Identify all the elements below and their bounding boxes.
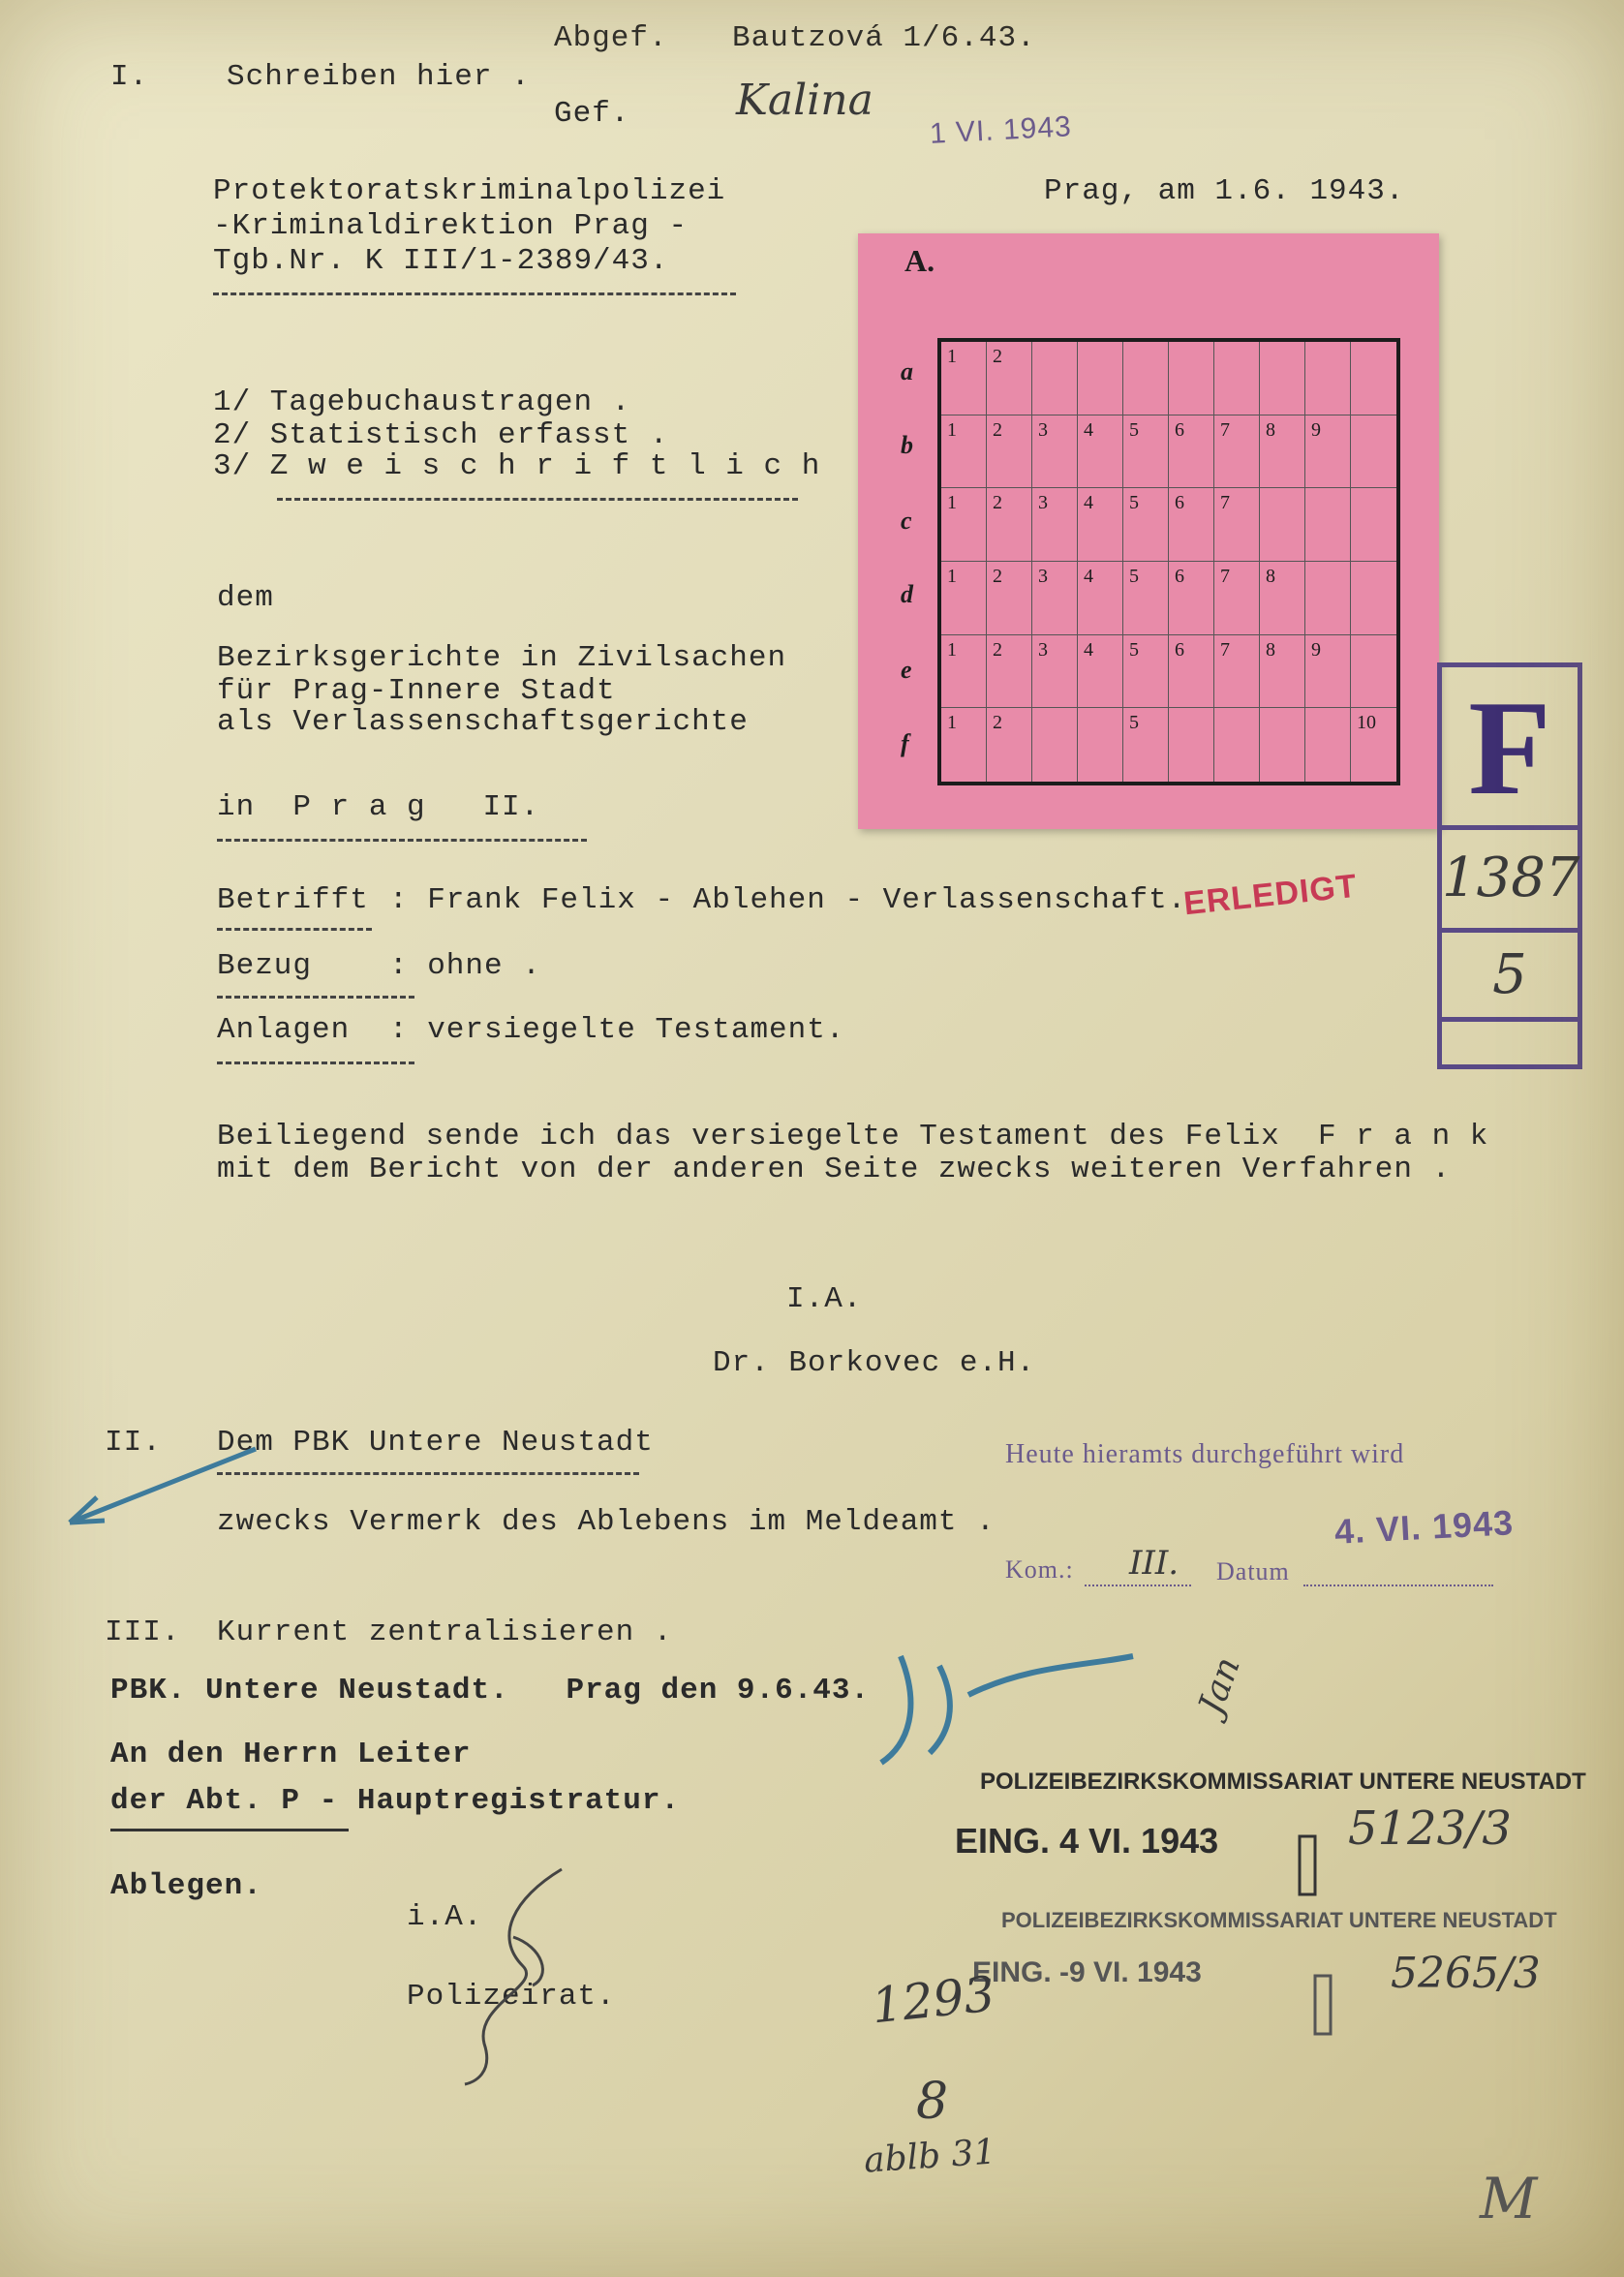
form-cell-number: 2: [993, 418, 1002, 441]
form-cell: [941, 562, 987, 635]
divider: [277, 498, 798, 501]
reference-number: Tgb.Nr. K III/1-2389/43.: [213, 244, 669, 278]
form-cell-number: 5: [1129, 565, 1139, 587]
form-cell: [1214, 415, 1260, 489]
stamp-seal-icon: [1296, 1832, 1319, 1900]
anlagen-value: : versiegelte Testament.: [389, 1013, 845, 1047]
form-cell-number: 9: [1311, 638, 1321, 661]
instruction-1: 1/ Tagebuchaustragen .: [213, 385, 631, 419]
police-stamp-1-title: POLIZEIBEZIRKSKOMMISSARIAT UNTERE NEUSTADT: [980, 1769, 1586, 1795]
form-cell-number: 1: [947, 418, 957, 441]
form-cell-number: 10: [1357, 712, 1376, 734]
form-cell: [1123, 415, 1169, 489]
form-cell: [1032, 708, 1078, 782]
handwritten-corner-mark: M: [1480, 2166, 1538, 2231]
instruction-2: 2/ Statistisch erfasst .: [213, 418, 669, 452]
divider: [217, 1062, 414, 1064]
section-iii-rank: Polizeirat.: [407, 1980, 616, 2014]
form-cell: [1260, 415, 1305, 489]
form-cell: [1260, 635, 1305, 709]
form-cell: [941, 488, 987, 562]
section-i-number: I.: [110, 60, 149, 94]
executed-stamp-text: Heute hieramts durchgeführt wird: [1005, 1439, 1405, 1469]
form-cell: [1305, 562, 1351, 635]
bezug-label: Bezug: [217, 949, 313, 983]
form-cell: [941, 415, 987, 489]
form-cell: [1214, 488, 1260, 562]
kom-line: [1085, 1585, 1191, 1586]
form-cell: [1351, 708, 1396, 782]
form-cell-number: 2: [993, 638, 1002, 661]
form-row-label: a: [901, 357, 913, 385]
handwritten-number: 1293: [869, 1965, 997, 2035]
handwritten-number: 8: [916, 2073, 949, 2131]
form-cell: [1351, 342, 1396, 415]
form-cell-number: 5: [1129, 418, 1139, 441]
police-stamp-2-eing: EING. -9 VI. 1943: [972, 1956, 1202, 1988]
form-cell-number: 2: [993, 346, 1002, 367]
divider: [217, 996, 414, 999]
kom-value: III.: [1129, 1544, 1180, 1583]
form-cell: [1305, 635, 1351, 709]
form-cell-number: 1: [947, 638, 957, 661]
section-iii-number: III.: [105, 1615, 181, 1649]
form-cell: [1123, 342, 1169, 415]
form-cell: [1078, 488, 1123, 562]
form-cell: [987, 562, 1032, 635]
bezug-value: : ohne .: [389, 949, 541, 983]
f-letter: F: [1468, 673, 1551, 823]
recipient-line-1: Bezirksgerichte in Zivilsachen: [217, 641, 787, 675]
form-cell-number: 6: [1175, 492, 1184, 514]
form-cell-number: 4: [1084, 492, 1093, 514]
form-cell-number: 6: [1175, 418, 1184, 441]
form-cell: [987, 342, 1032, 415]
form-cell: [941, 708, 987, 782]
form-cell-number: 2: [993, 492, 1002, 514]
form-row-label: f: [901, 729, 909, 757]
form-cell: [1123, 708, 1169, 782]
place-date: Prag, am 1.6. 1943.: [1044, 174, 1405, 208]
betrifft-value: : Frank Felix - Ablehen - Verlassenschaft.: [389, 883, 1187, 917]
form-cell: [941, 635, 987, 709]
f-sub-section: [1442, 933, 1578, 1022]
section-ii-line-2: zwecks Vermerk des Ablebens im Meldeamt .: [217, 1505, 996, 1539]
form-cell: [1305, 708, 1351, 782]
form-cell: [1214, 342, 1260, 415]
form-cell: [1169, 342, 1214, 415]
form-cell-number: 2: [993, 565, 1002, 587]
receipt-date-stamp: 1 VI. 1943: [929, 110, 1073, 150]
form-cell: [1260, 562, 1305, 635]
form-cell: [1123, 488, 1169, 562]
divider: [217, 839, 587, 842]
form-cell: [1078, 562, 1123, 635]
form-cell-number: 7: [1220, 565, 1230, 587]
signature-ia: I.A.: [786, 1282, 863, 1316]
recipient-city: in P r a g II.: [217, 790, 540, 824]
signature-name: Dr. Borkovec e.H.: [713, 1346, 1036, 1380]
recipient-dem: dem: [217, 581, 274, 615]
f-letter-section: [1442, 667, 1578, 830]
form-cell: [1169, 562, 1214, 635]
form-cell: [1351, 415, 1396, 489]
f-register-stamp: [1437, 662, 1582, 1069]
form-cell-number: 3: [1038, 492, 1048, 514]
form-cell-number: 6: [1175, 565, 1184, 587]
form-cell: [987, 635, 1032, 709]
form-cell-number: 9: [1311, 418, 1321, 441]
datum-label: Datum: [1216, 1557, 1290, 1585]
form-cell-number: 5: [1129, 638, 1139, 661]
f-number-section: [1442, 830, 1578, 933]
form-cell: [1214, 708, 1260, 782]
form-cell: [1260, 708, 1305, 782]
police-stamp-1-eing: EING. 4 VI. 1943: [955, 1821, 1219, 1861]
form-cell-number: 4: [1084, 418, 1093, 441]
form-cell-number: 3: [1038, 565, 1048, 587]
instruction-3: 3/ Z w e i s c h r i f t l i c h: [213, 449, 821, 483]
form-cell: [1078, 635, 1123, 709]
form-cell-number: 1: [947, 346, 957, 367]
form-cell-number: 1: [947, 712, 957, 734]
gef-signature: Kalina: [736, 76, 873, 125]
gef-label: Gef.: [554, 97, 630, 131]
check-mark-icon: [62, 1443, 265, 1540]
divider: [217, 928, 372, 931]
form-cell: [1032, 342, 1078, 415]
ablegen: Ablegen.: [110, 1869, 262, 1903]
stamp-seal-icon: [1311, 1972, 1334, 2040]
form-row-label: b: [901, 431, 913, 459]
form-cell: [1305, 415, 1351, 489]
police-stamp-2-number: 5265/3: [1391, 1949, 1541, 1998]
handwritten-name: Jan: [1191, 1651, 1248, 1720]
form-cell-number: 4: [1084, 565, 1093, 587]
form-cell: [1351, 488, 1396, 562]
form-cell-number: 7: [1220, 418, 1230, 441]
form-cell: [1078, 342, 1123, 415]
form-cell: [1032, 488, 1078, 562]
form-cell: [1169, 708, 1214, 782]
section-ii-line-1: Dem PBK Untere Neustadt: [217, 1426, 654, 1460]
schreiben-hier: Schreiben hier .: [227, 60, 531, 94]
recipient-line-2: für Prag-Innere Stadt: [217, 674, 616, 708]
executed-stamp-date: 4. VI. 1943: [1333, 1502, 1516, 1552]
blue-initials-icon: [872, 1646, 1143, 1772]
erledigt-stamp: ERLEDIGT: [1181, 867, 1360, 923]
form-cell-number: 1: [947, 492, 957, 514]
f-number: 1387: [1442, 846, 1580, 909]
form-cell: [1078, 708, 1123, 782]
form-cell-number: 3: [1038, 418, 1048, 441]
recipient-line-3: als Verlassenschaftsgerichte: [217, 705, 749, 739]
form-cell: [1214, 562, 1260, 635]
abgef-value: Bautzová 1/6.43.: [732, 21, 1036, 55]
form-cell: [1032, 562, 1078, 635]
divider: [217, 1472, 639, 1475]
betrifft-label: Betrifft: [217, 883, 369, 917]
form-cell: [1351, 635, 1396, 709]
form-cell-number: 1: [947, 565, 957, 587]
form-row-label: c: [901, 507, 912, 535]
form-cell: [1078, 415, 1123, 489]
handwritten-note: ablb 31: [862, 2132, 997, 2181]
form-cell-number: 4: [1084, 638, 1093, 661]
form-cell-number: 5: [1129, 492, 1139, 514]
form-cell: [941, 342, 987, 415]
form-cell: [1305, 488, 1351, 562]
form-cell: [1214, 635, 1260, 709]
sender-line-2: -Kriminaldirektion Prag -: [213, 209, 689, 243]
form-cell: [1123, 562, 1169, 635]
form-grid: [937, 338, 1400, 785]
form-cell-number: 6: [1175, 638, 1184, 661]
form-cell-number: 8: [1266, 418, 1275, 441]
kom-label: Kom.:: [1005, 1555, 1074, 1584]
form-cell-number: 7: [1220, 638, 1230, 661]
form-cell: [987, 708, 1032, 782]
form-tag: A.: [904, 243, 935, 278]
section-iii-line-2: PBK. Untere Neustadt. Prag den 9.6.43.: [110, 1674, 871, 1708]
police-stamp-1-number: 5123/3: [1348, 1801, 1512, 1856]
section-iii-line-3: An den Herrn Leiter: [110, 1738, 472, 1771]
form-cell: [1169, 415, 1214, 489]
form-row-label: d: [901, 580, 913, 608]
form-cell: [987, 415, 1032, 489]
sender-line-1: Protektoratskriminalpolizei: [213, 174, 726, 208]
anlagen-label: Anlagen: [217, 1013, 351, 1047]
abgef-label: Abgef.: [554, 21, 668, 55]
form-cell: [1260, 488, 1305, 562]
divider: [213, 292, 736, 295]
body-line-1: Beiliegend sende ich das versiegelte Testament des Felix F r a n k: [217, 1120, 1489, 1154]
form-row-label: e: [901, 656, 912, 684]
section-iii-line-1: Kurrent zentralisieren .: [217, 1615, 673, 1649]
form-cell: [1123, 635, 1169, 709]
form-cell: [1032, 415, 1078, 489]
underline: [110, 1829, 349, 1831]
pink-registration-form: [858, 233, 1439, 829]
form-cell-number: 8: [1266, 565, 1275, 587]
police-stamp-2-title: POLIZEIBEZIRKSKOMMISSARIAT UNTERE NEUSTADT: [1001, 1908, 1557, 1932]
form-cell: [987, 488, 1032, 562]
form-cell-number: 2: [993, 712, 1002, 734]
form-cell: [1169, 488, 1214, 562]
section-iii-ia: i.A.: [407, 1900, 483, 1934]
form-cell: [1032, 635, 1078, 709]
form-cell-number: 5: [1129, 712, 1139, 734]
f-sub-number: 5: [1492, 943, 1527, 1006]
form-cell: [1260, 342, 1305, 415]
form-cell: [1305, 342, 1351, 415]
section-iii-line-4: der Abt. P - Hauptregistratur.: [110, 1784, 681, 1818]
form-cell-number: 3: [1038, 638, 1048, 661]
handwritten-signature-icon: [455, 1860, 591, 2092]
form-cell: [1169, 635, 1214, 709]
form-cell-number: 7: [1220, 492, 1230, 514]
form-cell: [1351, 562, 1396, 635]
body-line-2: mit dem Bericht von der anderen Seite zwecks weiteren Verfahren .: [217, 1153, 1452, 1186]
datum-line: [1303, 1585, 1493, 1586]
form-cell-number: 8: [1266, 638, 1275, 661]
section-ii-number: II.: [105, 1426, 162, 1460]
